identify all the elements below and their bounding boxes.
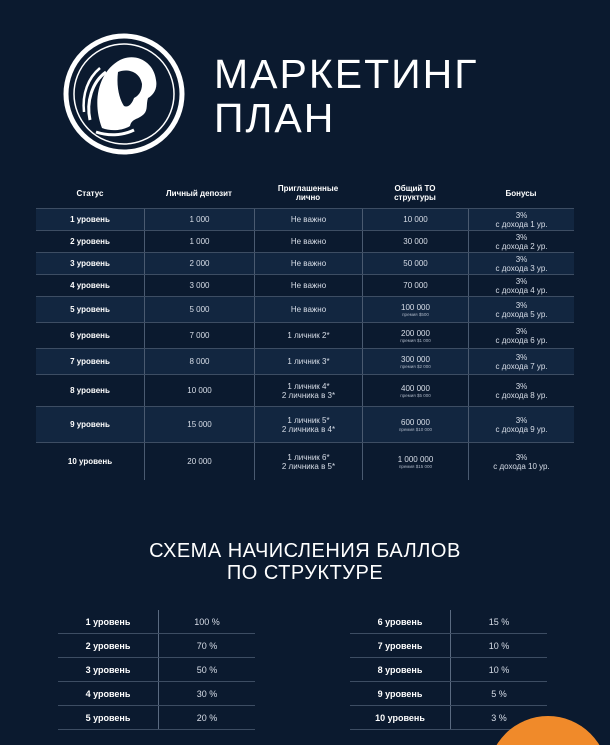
cell-bonus: 3% с дохода 9 ур. [468,407,574,442]
points-row [58,634,255,658]
turnover-value: 10 000 [403,215,428,224]
cell-deposit: 20 000 [144,443,254,480]
cell-deposit: 8 000 [144,349,254,374]
premium-note: премия $1 000 [400,337,431,343]
points-percent: 70 % [158,634,255,657]
turnover-value: 1 000 000 [397,454,434,464]
header-bonus: Бонусы [505,188,537,198]
cell-status: 5 уровень [70,305,110,314]
cell-deposit: 2 000 [144,253,254,274]
title-line-2: ПЛАН [214,95,336,141]
turnover-value: 600 000 [401,417,430,427]
points-level: 1 уровень [85,616,131,627]
cell-status: 10 уровень [67,457,113,466]
points-title: СХЕМА НАЧИСЛЕНИЯ БАЛЛОВ ПО СТРУКТУРЕ [149,540,461,584]
cell-bonus: 3% с дохода 7 ур. [468,349,574,374]
points-percent: 50 % [158,658,255,681]
cell-invited: 1 личник 2* [254,323,362,348]
cell-bonus: 3% с дохода 4 ур. [468,275,574,296]
cell-deposit: 10 000 [144,375,254,406]
cell-status: 8 уровень [70,386,110,395]
turnover-value: 100 000 [401,302,430,312]
points-percent: 20 % [158,706,255,729]
cell-turnover [362,297,468,322]
turnover-value: 300 000 [401,354,430,364]
cell-deposit: 3 000 [144,275,254,296]
cell-turnover [362,349,468,374]
points-percent: 3 % [450,706,547,729]
header-status: Статус [76,188,104,198]
table-row [36,208,574,230]
premium-note: премия $5 000 [400,392,431,398]
cell-deposit: 7 000 [144,323,254,348]
cell-turnover [362,443,468,480]
cell-turnover [362,275,468,296]
cell-status: 1 уровень [70,215,110,224]
table-row [36,296,574,322]
turnover-value: 400 000 [401,383,430,393]
points-percent: 5 % [450,682,547,705]
table-header [36,178,574,208]
header-deposit: Личный депозит [166,188,232,198]
cell-status: 3 уровень [70,259,110,268]
title-line-1: МАРКЕТИНГ [214,51,479,97]
cell-status: 7 уровень [70,357,110,366]
cell-turnover [362,375,468,406]
cell-turnover [362,407,468,442]
points-row [58,682,255,706]
premium-note: премия $2 000 [400,363,431,369]
points-table-right [350,610,547,730]
points-level: 7 уровень [377,640,423,651]
premium-note: премия $500 [402,311,429,317]
cell-invited: 1 личник 4* 2 личника в 3* [254,375,362,406]
cell-status: 4 уровень [70,281,110,290]
points-row [58,658,255,682]
page-title [214,52,478,140]
cell-deposit: 1 000 [144,231,254,252]
woman-profile-logo-icon [62,32,186,156]
points-row [350,682,547,706]
turnover-value: 200 000 [401,328,430,338]
header-invited: Приглашенные лично [277,184,339,202]
table-row [36,230,574,252]
cell-invited: 1 личник 3* [254,349,362,374]
cell-bonus: 3% с дохода 10 ур. [468,443,574,480]
cell-deposit: 1 000 [144,209,254,230]
cell-bonus: 3% с дохода 3 ур. [468,253,574,274]
cell-invited: Не важно [254,297,362,322]
table-row [36,348,574,374]
cell-bonus: 3% с дохода 6 ур. [468,323,574,348]
cell-turnover [362,231,468,252]
points-row [350,634,547,658]
cell-bonus: 3% с дохода 5 ур. [468,297,574,322]
cell-turnover [362,323,468,348]
cell-invited: Не важно [254,253,362,274]
cell-deposit: 15 000 [144,407,254,442]
points-level: 2 уровень [85,640,131,651]
cell-invited: 1 личник 5* 2 личника в 4* [254,407,362,442]
points-table-left [58,610,255,730]
cell-bonus: 3% с дохода 2 ур. [468,231,574,252]
points-level: 3 уровень [85,664,131,675]
points-level: 9 уровень [377,688,423,699]
cell-status: 2 уровень [70,237,110,246]
table-row [36,322,574,348]
points-level: 4 уровень [85,688,131,699]
cell-bonus: 3% с дохода 8 ур. [468,375,574,406]
points-percent: 30 % [158,682,255,705]
premium-note: премия $10 000 [398,426,432,432]
cell-bonus: 3% с дохода 1 ур. [468,209,574,230]
points-level: 6 уровень [377,616,423,627]
cell-turnover [362,253,468,274]
table-body [36,208,574,480]
cell-invited: 1 личник 6* 2 личника в 5* [254,443,362,480]
points-level: 8 уровень [377,664,423,675]
turnover-value: 50 000 [403,259,428,268]
marketing-table [36,178,574,480]
cell-invited: Не важно [254,275,362,296]
cell-status: 9 уровень [70,420,110,429]
cell-invited: Не важно [254,209,362,230]
points-level: 5 уровень [85,712,131,723]
points-row [350,610,547,634]
points-row [58,610,255,634]
table-row [36,252,574,274]
table-row [36,374,574,406]
turnover-value: 30 000 [403,237,428,246]
points-percent: 15 % [450,610,547,633]
points-percent: 10 % [450,634,547,657]
cell-status: 6 уровень [70,331,110,340]
table-row [36,442,574,480]
cell-turnover [362,209,468,230]
points-percent: 100 % [158,610,255,633]
turnover-value: 70 000 [403,281,428,290]
table-row [36,406,574,442]
points-row [58,706,255,730]
header-turnover: Общий ТО структуры [394,184,436,202]
points-percent: 10 % [450,658,547,681]
premium-note: премия $15 000 [398,463,432,469]
cell-deposit: 5 000 [144,297,254,322]
points-level: 10 уровень [375,712,425,723]
points-row [350,658,547,682]
cell-invited: Не важно [254,231,362,252]
table-row [36,274,574,296]
